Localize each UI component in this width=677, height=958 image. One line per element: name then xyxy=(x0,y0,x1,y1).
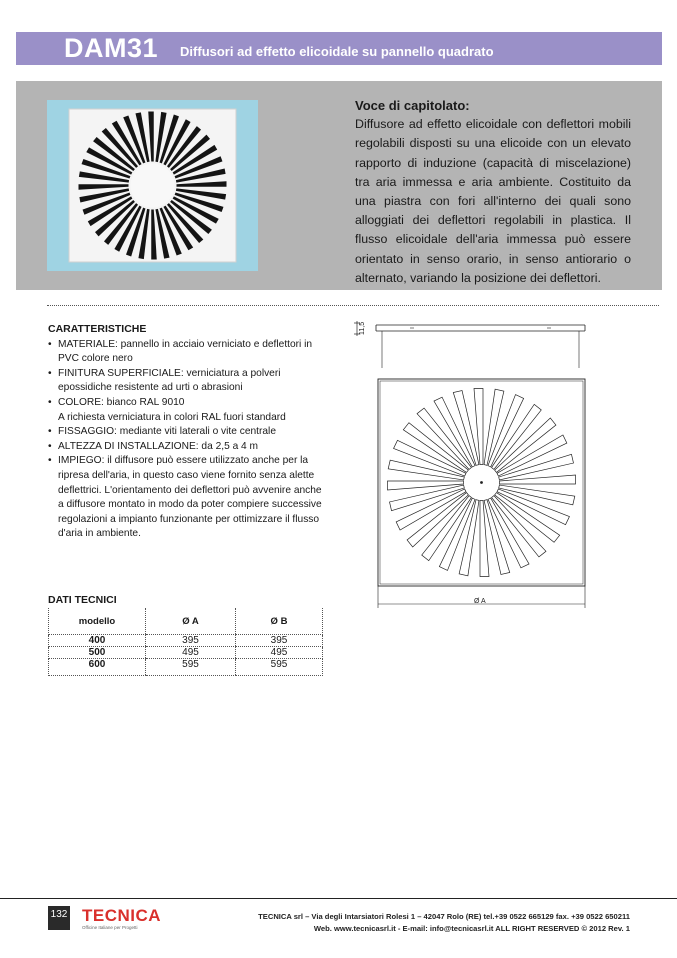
col-model: modello xyxy=(49,608,146,635)
footer-divider xyxy=(0,898,677,899)
dotted-separator xyxy=(47,305,659,306)
feature-item: • FISSAGGIO: mediante viti laterali o vite centrale xyxy=(48,426,276,438)
feature-item: • FINITURA SUPERFICIALE: verniciatura a polveri epossidiche resistente ad urti o abrasioni xyxy=(48,367,281,394)
product-photo xyxy=(47,100,258,271)
footer-contact xyxy=(258,911,630,935)
footer-web: Web. www.tecnicasrl.it - E-mail: info@tecnicasrl.it ALL RIGHT RESERVED © 2012 Rev. 1 xyxy=(313,924,630,933)
spec-heading: Voce di capitolato: xyxy=(355,98,470,113)
feature-item: A richiesta verniciatura in colori RAL fuori standard xyxy=(58,411,286,423)
dim-height-label: 11,5 xyxy=(359,321,366,335)
features-list xyxy=(48,338,326,542)
feature-item: • ALTEZZA DI INSTALLAZIONE: da 2,5 a 4 m xyxy=(48,440,259,452)
table-row: 400 395 395 xyxy=(49,635,323,647)
col-a: Ø A xyxy=(146,608,236,635)
feature-item: • COLORE: bianco RAL 9010 xyxy=(48,396,185,408)
feature-item: • MATERIALE: pannello in acciaio verniciato e deflettori in PVC colore nero xyxy=(48,338,313,365)
feature-item: • IMPIEGO: il diffusore può essere utilizzato anche per la ripresa dell'aria, in questo caso viene fornito senza alette deflettrici. L'orientamento dei deflettori può avvenire anche a diffusore montato in modo da poter compiere successive regolazioni a impianto funzionante per ottimizzare il flusso d'aria in ambiente. xyxy=(48,455,322,540)
specification-block xyxy=(355,96,631,288)
features-heading: CARATTERISTICHE xyxy=(48,323,147,335)
footer-address: TECNICA srl – Via degli Intarsiatori Rolesi 1 – 42047 Rolo (RE) tel.+39 0522 665129 fax. +39 0522 650211 xyxy=(258,912,630,921)
logo-word: TECNICA xyxy=(82,906,162,925)
tech-heading: DATI TECNICI xyxy=(48,594,117,606)
table-row: 500 495 495 xyxy=(49,647,323,659)
col-b: Ø B xyxy=(236,608,323,635)
product-subtitle: Diffusori ad effetto elicoidale su pannello quadrato xyxy=(180,44,494,59)
page-number: 132 xyxy=(48,906,70,930)
spec-text: Diffusore ad effetto elicoidale con deflettori mobili regolabili disposti su una elicoide con un elevato rapporto di induzione (capacità di miscelazione) tra aria immessa e aria ambiente. Costituito da una piastra con fori all'interno dei quali sono alloggiati dei deflettori regolabili in plastica. Il flusso elicoidale dell'aria immessa può essere orientato in senso orario, in senso antiorario o alternato, variando la posizione dei deflettori. xyxy=(355,117,631,285)
tech-table xyxy=(48,608,323,676)
features-section xyxy=(48,322,326,542)
dim-width-label: Ø A xyxy=(474,598,486,605)
table-row: 600 595 595 xyxy=(49,659,323,676)
tecnica-logo xyxy=(82,906,161,930)
product-code: DAM31 xyxy=(64,33,159,63)
table-header-row xyxy=(49,608,323,635)
technical-drawing xyxy=(352,318,592,615)
title-bar xyxy=(16,32,662,65)
logo-tagline: Officine Italiane per Progetti xyxy=(82,925,138,930)
